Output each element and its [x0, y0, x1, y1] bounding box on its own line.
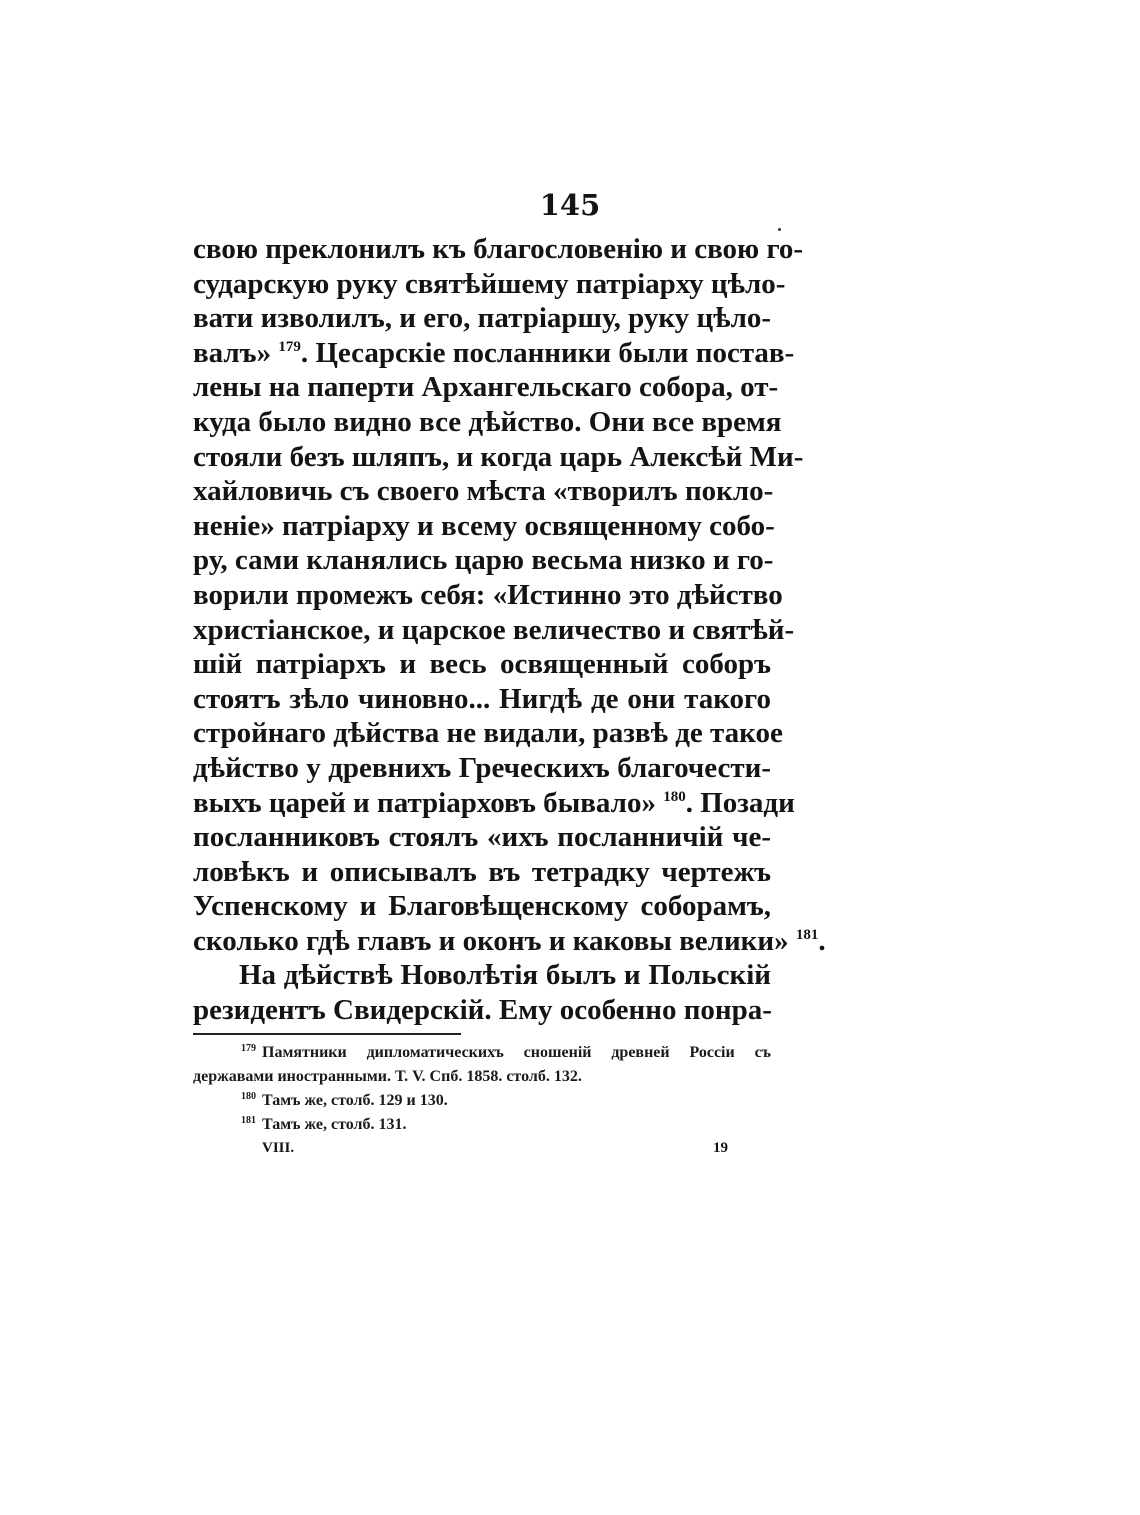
volume-mark: VIII.: [262, 1140, 295, 1156]
text-line: куда было видно все дѣйство. Они все время: [193, 405, 782, 438]
text-segment: выхъ царей и патріарховъ бывало»: [193, 786, 656, 819]
text-line: хайловичь съ своего мѣста «творилъ покло-: [193, 475, 774, 508]
text-line: [193, 336, 795, 371]
footnote-number: 179: [241, 1043, 256, 1054]
text-line: посланниковъ стоялъ «ихъ посланничій че-: [193, 821, 771, 854]
footnote-179-continued: державами иностранными. Т. V. Спб. 1858. столб. 132.: [193, 1068, 582, 1085]
text-line: ру, сами кланялись царю весьма низко и го-: [193, 544, 774, 577]
scan-speck: [778, 228, 781, 231]
page-number: 145: [539, 188, 601, 222]
footnote-divider: [193, 1033, 461, 1035]
text-line: стояли безъ шляпъ, и когда царь Алексѣй Ми-: [193, 440, 804, 473]
footnote-number: 181: [241, 1115, 256, 1126]
text-line: ворили промежъ себя: «Истинно это дѣйство: [193, 578, 783, 611]
text-line: стоятъ зѣло чиновно... Нигдѣ де они такого: [193, 682, 771, 715]
text-line: дѣйство у древнихъ Греческихъ благочести-: [193, 751, 771, 784]
footnote-179: [193, 1041, 771, 1065]
text-line: [193, 924, 826, 959]
footnote-ref-179: 179: [278, 338, 301, 355]
footnote-ref-180: 180: [663, 788, 686, 805]
text-line: свою преклонилъ къ благословенію и свою го-: [193, 233, 804, 265]
footnote-text: Тамъ же, столб. 131.: [262, 1116, 407, 1133]
text-segment: .: [818, 924, 826, 957]
footnote-text: Тамъ же, столб. 129 и 130.: [262, 1092, 448, 1109]
sheet-number: 19: [713, 1140, 728, 1156]
text-line: ловѣкъ и описывалъ въ тетрадку чертежъ: [193, 855, 771, 888]
text-segment: валъ»: [193, 336, 272, 369]
footnote-180: [193, 1089, 771, 1113]
footnotes: [193, 1041, 771, 1137]
text-line: лены на паперти Архангельскаго собора, от-: [193, 371, 779, 404]
footnote-text: Памятники дипломатическихъ сношеній древней Россіи съ: [262, 1044, 771, 1061]
text-line: вати изволилъ, и его, патріаршу, руку цѣло-: [193, 302, 771, 335]
text-line: Успенскому и Благовѣщенскому соборамъ,: [193, 890, 771, 923]
body-text: [193, 232, 826, 1028]
footnote-181: [193, 1113, 771, 1137]
text-line: шій патріархъ и весь освященный соборъ: [193, 648, 771, 681]
text-line: резидентъ Свидерскій. Ему особенно понра-: [193, 994, 772, 1027]
paragraph-start-line: На дѣйствѣ Новолѣтія былъ и Польскій: [239, 959, 771, 992]
text-line: неніе» патріарху и всему освященному собо-: [193, 509, 775, 542]
text-line: [193, 786, 795, 821]
text-segment: . Цесарскіе посланники были постав-: [300, 336, 795, 369]
text-segment: . Позади: [685, 786, 795, 819]
text-line: сударскую руку святѣйшему патріарху цѣло-: [193, 267, 786, 300]
text-line: стройнаго дѣйства не видали, развѣ де такое: [193, 717, 783, 750]
footnote-number: 180: [241, 1091, 256, 1102]
text-line: христіанское, и царское величество и святѣй-: [193, 613, 795, 646]
footnote-ref-181: 181: [795, 926, 819, 943]
text-segment: сколько гдѣ главъ и оконъ и каковы велики»: [193, 924, 789, 957]
